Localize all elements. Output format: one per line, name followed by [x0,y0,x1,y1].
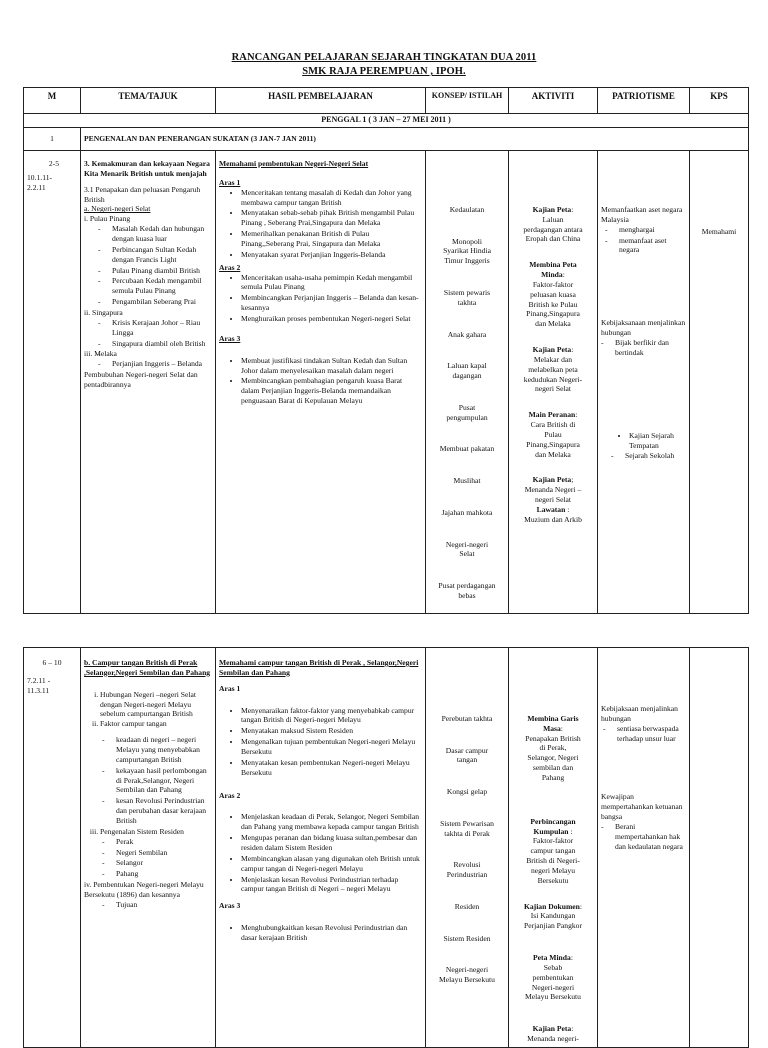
list-item: • Memerihalkan penakanan British di Pulau Pinang,,Seberang Prai, Singapura dan Melaka [241,229,422,249]
list-item: • Menghuraikan proses pembentukan Negeri-negeri Selat [241,314,422,324]
konsep-item: Pusat perdagangan bebas [438,581,496,601]
list-item: - Berani mempertahankan hak dan kedaulatan negara [601,822,686,852]
header-patriotisme: PATRIOTISME [598,88,690,114]
list-item: - Krisis Kerajaan Johor – Riau Lingga [98,318,212,338]
header-tema: TEMA/TAJUK [81,88,216,114]
aktiviti-text: : Sebab pembentukan Negeri-negeri Melayu Bersekutu [525,953,581,1002]
list-item: i. Hubungan Negeri –negeri Selat dengan Negeri-negeri Melayu sebelum campurtangan British [100,690,212,720]
list-item: - Perbincangan Sultan Kedah dengan Francis Light [98,245,212,265]
konsep-item: Kedaulatan [449,204,485,214]
konsep-item: Membuat pakatan [439,444,495,454]
tema-cell [81,151,216,614]
list-item: - kekayaan hasil perlombongan di Perak,Selangor, Negeri Sembilan dan Pahang [102,766,212,796]
aktiviti-label: Peta Minda [533,953,571,963]
konsep-item: Anak gahara [447,329,487,339]
header-hasil: HASIL PEMBELAJARAN [216,88,426,114]
list-item: - kesan Revolusi Perindustrian dan perubahan dasar kerajaan British [102,796,212,826]
list-item: • Membincangkan Perjanjian Inggeris – Belanda dan kesan-kesannya [241,293,422,313]
list-item: - Tujuan [102,900,212,910]
patriot-list [601,338,686,358]
konsep-item: Kongsi gelap [446,787,488,797]
konsep-item: Sistem Pewarisan takhta di Perak [440,818,494,838]
patriot-value: Kebijaksanaan menjalinkan hubungan [601,318,686,338]
aktiviti-text: : Faktor-faktor peluasan kuasa British ke Pulau Pinang,Singapura dan Melaka [526,270,580,329]
intro-text: PENGENALAN DAN PENERANGAN SUKATAN (3 JAN-7 JAN 2011) [81,128,749,151]
aras-3-list [219,356,422,406]
aktiviti-cell [509,648,598,1048]
list-item: - sentiasa berwaspada terhadap unsur luar [603,724,686,744]
tema-title: b. Campur tangan British di Perak ,Selangor,Negeri Sembilan dan Pahang [84,658,211,677]
list-item: - Perjanjian Inggeris – Belanda [98,359,212,369]
tema-list-i [84,224,212,307]
patriot-list [601,822,686,852]
aktiviti-text: : Laluan perdagangan antara Eropah dan China [523,204,583,244]
konsep-item: Sistem Residen [443,933,491,943]
list-item: • Menceritakan usaha-usaha pemimpin Kedah mengambil semula Pulau Pinang [241,273,422,293]
aktiviti-text: ; Menanda Negeri – negeri Selat [524,475,582,505]
list-item: • Membuat justifikasi tindakan Sultan Kedah dan Sultan Johor dalam menyelesaikan masalah dalam negeri [241,356,422,376]
date-range: 7.2.11 - 11.3.11 [27,675,51,695]
aras-3-label: Aras 3 [219,901,241,911]
tema-heading-ii: Faktor campur tangan [100,719,167,729]
konsep-item: Muslihat [453,476,481,486]
patriot-value: Kewajipan mempertahankan ketuanan bangsa [601,792,683,822]
week-range: 6 – 10 [42,658,62,667]
tema-heading-i: i. Pulau Pinang [84,214,131,224]
lesson-plan-table-2 [23,647,749,1048]
list-item: - memanfaat aset negara [605,236,686,256]
list-item: - Negeri Sembilan [102,848,212,858]
tema-list [84,690,212,879]
aktiviti-label: Membina Garis Masa [527,713,579,733]
list-item: • Menceritakan tentang masalah di Kedah dan Johor yang membawa campur tangan British [241,188,422,208]
date-range: 10.1.11- 2.2.11 [27,172,53,192]
patriot-value: Memanfaatkan aset negara Malaysia [601,205,683,224]
tema-heading-iii: iii. Melaka [84,349,117,359]
patriot-list [601,724,686,744]
aktiviti-label: Lawatan [536,504,566,514]
aras-1-list [219,706,422,778]
tema-list-iii [84,359,212,369]
konsep-item: Revolusi Perindustrian [446,860,488,880]
aras-1-label: Aras 1 [219,683,241,693]
list-item: - menghargai [605,225,686,235]
tema-ending: Pembubuhan Negeri-negeri Selat dan pentadbirannya [84,370,198,390]
tema-subtitle: 3.1 Penapakan dan peluasan Pengaruh British [84,184,201,204]
list-item: • Membincangkan pembahagian pengaruh kuasa Barat dalam Perjanjian Inggeris-Belanda memandaikan penguasaan Barat di Kepulauan Melayu [241,376,422,406]
kps-cell [690,648,749,1048]
kps-cell [690,151,749,614]
list-item: - Sejarah Sekolah [611,451,686,461]
week-range: 2-5 [48,159,59,168]
list-item: - Perak [102,837,212,847]
tema-list-iii [100,837,212,879]
list-item: - Singapura diambil oleh British [98,339,212,349]
konsep-item: Sistem pewaris takhta [443,288,491,307]
aktiviti-label: Main Peranan [528,410,576,420]
lesson-plan-table-1 [23,87,749,614]
list-item [100,719,212,826]
aras-2-list [219,812,422,894]
list-item: - Pahang [102,869,212,879]
aktiviti-label: Kajian Peta [532,345,572,355]
patriotisme-cell [598,648,690,1048]
list-item: - Bijak berfikir dan bertindak [601,338,686,358]
list-item: • Menjelaskan kesan Revolusi Perindustrian terhadap campur tangan British di Negeri – negeri Melayu [241,875,422,895]
list-item: • Menyatakan maksud Sistem Residen [241,726,422,736]
tema-heading-a: a. Negeri-negeri Selat [84,204,151,214]
list-item: • Membincangkan alasan yang digunakan oleh British untuk campur tangan di Negeri-negeri Melayu [241,854,422,874]
patriotisme-cell [598,151,690,614]
aras-2-label: Aras 2 [219,790,241,800]
konsep-item: Residen [454,902,480,912]
week-cell [24,151,81,614]
hasil-heading: Memahami campur tangan British di Perak , Selangor,Negeri Sembilan dan Pahang [219,658,419,677]
intro-week: 1 [24,128,81,151]
patriot-list [601,451,686,461]
konsep-item: Laluan kapal dagangan [447,361,487,381]
tema-list-ii [84,318,212,349]
list-item: - keadaan di negeri – negeri Melayu yang menyebabkan campurtangan British [102,735,212,765]
list-item: • Menyatakan sebab-sebab pihak British mengambil Pulau Pinang , Seberang Prai,Singapura dan Melaka [241,208,422,228]
list-item: • Menyatakan syarat Perjanjian Inggeris-Belanda [241,250,422,260]
list-item: - Pulau Pinang diambil British [98,266,212,276]
konsep-item: Negeri-negeri Melayu Bersekutu [439,965,495,985]
list-item [100,827,212,879]
konsep-item: Pusat pengumpulan [446,402,488,422]
list-item: • Mengenalkan tujuan pembentukan Negeri-negeri Melayu Bersekutu [241,737,422,757]
week-cell [24,648,81,1048]
penggal-row: PENGGAL 1 ( 3 JAN – 27 MEI 2011 ) [24,114,749,128]
aras-1-label: Aras 1 [219,177,241,187]
patriot-list [601,225,686,256]
tema-list-iv [84,900,212,910]
aktiviti-label: Kajian Peta [532,475,572,485]
header-konsep: KONSEP/ ISTILAH [426,88,509,114]
konsep-item: Negeri-negeri Selat [445,539,489,559]
aktiviti-label: Kajian Dokumen [523,901,580,911]
konsep-item: Perebutan takhta [441,713,493,723]
tema-heading-iii: Pengenalan Sistem Residen [100,826,184,836]
tema-title: 3. Kemakmuran dan kekayaan Negara Kita Menarik British untuk menjajah [84,159,210,178]
aras-3-label: Aras 3 [219,333,241,343]
aktiviti-text: : Isi Kandungan Perjanjian Pangkor [524,901,583,931]
list-item: - Pengambilan Seberang Prai [98,297,212,307]
list-item: - Percubaan Kedah mengambil semula Pulau Pinang [98,276,212,296]
hasil-cell [216,648,426,1048]
aras-3-list [219,923,422,943]
tema-list-ii [100,735,212,826]
konsep-item: Dasar campur tangan [445,745,489,765]
aktiviti-text: : Penapakan British di Perak, Selangor, Negeri sembilan dan Pahang [525,723,581,783]
list-item: • Menyenaraikan faktor-faktor yang menyebabkab campur tangan British di Negeri-negeri Melayu [241,706,422,726]
header-aktiviti: AKTIVITI [509,88,598,114]
list-item: • Menjelaskan keadaan di Perak, Selangor, Negeri Sembilan dan Pahang yang membawa kepada campur tangan British [241,812,422,832]
konsep-cell [426,151,509,614]
hasil-heading: Memahami pembentukan Negeri-Negeri Selat [219,159,369,168]
school-name: SMK RAJA PEREMPUAN , IPOH. [302,66,466,77]
aras-2-list [219,273,422,324]
aktiviti-text: : Melakar dan melabelkan peta kedudukan Negeri- negeri Selat [523,345,583,394]
hasil-cell [216,151,426,614]
kps-value: Memahami [701,227,737,236]
list-item: - Selangor [102,858,212,868]
header-m: M [24,88,81,114]
aktiviti-text: : Muzium dan Arkib [524,504,582,524]
tema-cell [81,648,216,1048]
aktiviti-label: Kajian Peta [532,204,572,214]
aktiviti-text: : Faktor-faktor campur tangan British di Negeri- negeri Melayu Bersekutu [526,826,580,885]
aktiviti-text: : Menanda negeri- [527,1024,579,1044]
aktiviti-label: Perbincangan Kumpulan [530,816,576,836]
list-item: - Masalah Kedah dan hubungan dengan kuasa luar [98,224,212,244]
tema-heading-ii: ii. Singapura [84,308,123,318]
header-kps: KPS [690,88,749,114]
aras-1-list [219,188,422,260]
konsep-cell [426,648,509,1048]
aktiviti-label: Kajian Peta [532,1024,572,1034]
aras-2-label: Aras 2 [219,262,241,272]
konsep-item: Jajahan mahkota [441,507,493,517]
aktiviti-cell [509,151,598,614]
tema-heading-iv: iv. Pembentukan Negeri-negeri Melayu Bersekutu (1896) dan kesannya [84,880,204,900]
list-item: • Mengupas peranan dan bidang kuasa sultan,pembesar dan residen dalam Sistem Residen [241,833,422,853]
aktiviti-label: Membina Peta Minda [529,260,577,280]
patriot-list [601,431,686,451]
aktiviti-text: : Cara British di Pulau Pinang,Singapura dan Melaka [526,410,580,459]
list-item: • Menghubungkaitkan kesan Revolusi Perindustrian dan dasar kerajaan British [241,923,422,943]
konsep-item: Monopoli Syarikat Hindia Timur Inggeris [443,236,491,266]
patriot-value: Kebijaksaan menjalinkan hubungan [601,704,678,723]
document-title: RANCANGAN PELAJARAN SEJARAH TINGKATAN DUA 2011 [231,52,537,63]
list-item: • Menyatakan kesan pembentukan Negeri-negeri Melayu Bersekutu [241,758,422,778]
list-item: • Kajian Sejarah Tempatan [629,431,686,451]
